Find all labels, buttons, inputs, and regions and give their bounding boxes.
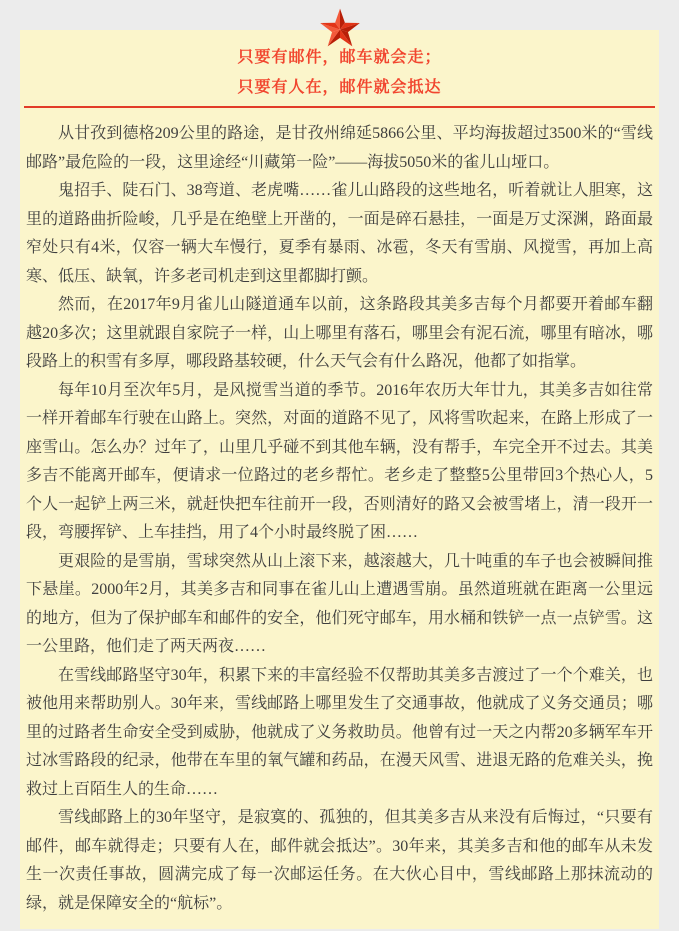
- paragraph-1: 从甘孜到德格209公里的路途，是甘孜州绵延5866公里、平均海拔超过3500米的“雪线邮路”最危险的一段，这里途经“川藏第一险”——海拔5050米的雀儿山垭口。: [26, 125, 653, 171]
- article-card: [20, 30, 659, 929]
- red-divider-line: [24, 106, 655, 108]
- paragraph-2: 鬼招手、陡石门、38弯道、老虎嘴……雀儿山路段的这些地名，听着就让人胆寒，这里的道路曲折险峻，几乎是在绝壁上开凿的，一面是碎石悬挂，一面是万丈深渊，路面最窄处只有4米，仅容一辆大车慢行，夏季有暴雨、冰雹，冬天有雪崩、风搅雪，再加上高寒、低压、缺氧，许多老司机走到这里都脚打颤。: [26, 182, 653, 285]
- article-body: [26, 120, 653, 918]
- red-star-icon: [317, 7, 363, 52]
- paragraph-5: 更艰险的是雪崩，雪球突然从山上滚下来，越滚越大，几十吨重的车子也会被瞬间推下悬崖。2000年2月，其美多吉和同事在雀儿山上遭遇雪崩。虽然道班就在距离一公里远的地方，但为了保护邮车和邮件的安全，他们死守邮车，用水桶和铁铲一点一点铲雪。这一公里路，他们走了两天两夜……: [26, 552, 653, 655]
- paragraph-6: 在雪线邮路坚守30年，积累下来的丰富经验不仅帮助其美多吉渡过了一个个难关，也被他用来帮助别人。30年来，雪线邮路上哪里发生了交通事故，他就成了义务交通员；哪里的过路者生命安全受到威胁，他就成了义务救助员。他曾有过一天之内帮20多辆军车开过冰雪路段的纪录，他带在车里的氧气罐和药品，在漫天风雪、进退无路的危难关头，挽救过上百陌生人的生命……: [26, 666, 653, 798]
- paragraph-7: 雪线邮路上的30年坚守，是寂寞的、孤独的，但其美多吉从来没有后悔过，“只要有邮件，邮车就得走；只要有人在，邮件就会抵达”。30年来，其美多吉和他的邮车从未发生一次责任事故，圆满完成了每一次邮运任务。在大伙心目中，雪线邮路上那抹流动的绿，就是保障安全的“航标”。: [26, 809, 653, 912]
- quote-line-1: 只要有邮件，邮车就会走；: [237, 49, 442, 66]
- paragraph-3: 然而，在2017年9月雀儿山隧道通车以前，这条路段其美多吉每个月都要开着邮车翻越20多次；这里就跟自家院子一样，山上哪里有落石，哪里会有泥石流，哪里有暗冰，哪段路上的积雪有多厚，哪段路基较硬，什么天气会有什么路况，他都了如指掌。: [26, 296, 653, 370]
- paragraph-4: 每年10月至次年5月，是风搅雪当道的季节。2016年农历大年廿九，其美多吉如往常一样开着邮车行驶在山路上。突然，对面的道路不见了，风将雪吹起来，在路上形成了一座雪山。怎么办？过年了，山里几乎碰不到其他车辆，没有帮手，车完全开不过去。其美多吉不能离开邮车，便请求一位路过的老乡帮忙。老乡走了整整5公里带回3个热心人，5个人一起铲上两三米，就赶快把车往前开一段，否则清好的路又会被雪堵上，清一段开一段，弯腰挥铲、上车挂挡，用了4个小时最终脱了困……: [26, 381, 653, 541]
- quote-line-2: 只要有人在，邮件就会抵达: [237, 79, 442, 96]
